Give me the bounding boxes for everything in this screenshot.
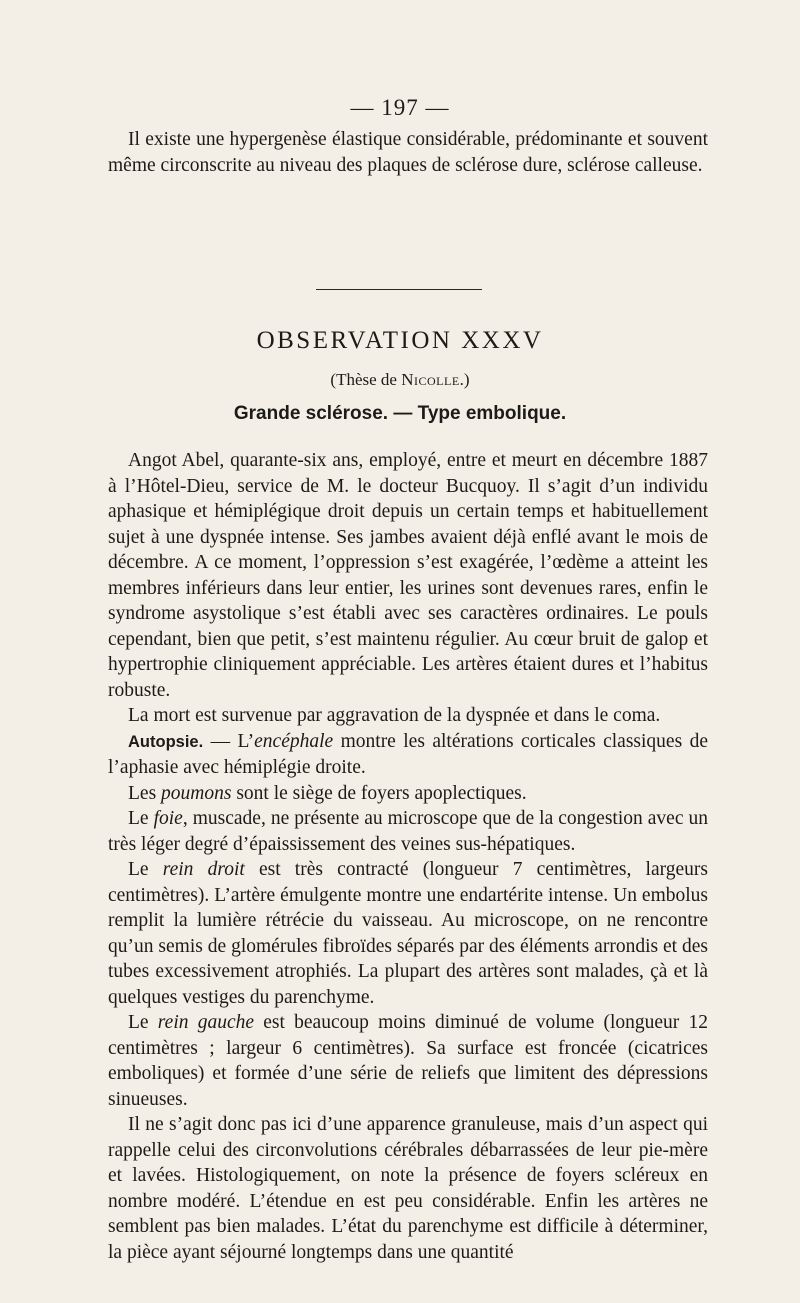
autopsy-label: Autopsie.: [128, 732, 204, 751]
rein-gauche-term: rein gauche: [157, 1012, 255, 1033]
section-divider: [316, 289, 482, 290]
observation-title: OBSERVATION XXXV: [256, 327, 544, 354]
autopsy-dash: —: [203, 730, 238, 752]
page-number: — 197 —: [350, 95, 450, 120]
rein-droit-text: est très contracté (longueur 7 centimètres, largeurs centimètres). L’artère émulgente montre une endartérite intense. Un embolus remplit la lumière rétrécie du vaisseau. Au microscope, on ne rencontre qu’un semis de glomérules fibroïdes séparés par des éléments arrondis et des tubes excessivement atrophiés. La plupart des artères sont malades, çà et là quelques vestiges du parenchyme.: [108, 859, 708, 1008]
rein-gauche-paragraph: [108, 1010, 708, 1112]
poumons-text: sont le siège de foyers apoplectiques.: [231, 782, 527, 804]
source-prefix: (Thèse de: [330, 370, 402, 389]
observation-subtitle: Grande sclérose. — Type embolique.: [233, 403, 567, 424]
encephale-article: L’: [237, 730, 255, 752]
foie-article: Le: [128, 808, 154, 829]
poumons-paragraph: [108, 781, 708, 807]
observation-body: [108, 448, 708, 1265]
rein-droit-paragraph: [108, 857, 708, 1010]
clinical-paragraph-1: Angot Abel, quarante-six ans, employé, entre et meurt en décembre 1887 à l’Hôtel-Dieu, service de M. le docteur Bucquoy. Il s’agit d’un individu aphasique et hémiplégique droit depuis un certain temps et habituellement sujet à une dyspnée intense. Ses jambes avaient déjà enflé avant le mois de décembre. A ce moment, l’oppression s’est exagérée, l’œdème a atteint les membres inférieurs dans leur entier, les urines sont devenues rares, enfin le syndrome asystolique s’est établi avec ses caractères ordinaires. Le pouls cependant, bien que petit, s’est maintenu régulier. Au cœur bruit de galop et hypertrophie cliniquement appréciable. Les artères étaient dures et l’habitus robuste.: [108, 450, 708, 701]
poumons-article: Les: [128, 782, 162, 804]
foie-text: , muscade, ne présente au microscope que de la congestion avec un très léger degré d’épaississement des veines sus-hépatiques.: [108, 808, 708, 855]
autopsy-paragraph: [108, 729, 708, 781]
rein-gauche-article: Le: [128, 1012, 158, 1033]
rein-droit-term: rein droit: [162, 859, 245, 880]
final-paragraph: Il ne s’agit donc pas ici d’une apparence granuleuse, mais d’un aspect qui rappelle celui des circonvolutions cérébrales débarrassées de leur pie-mère et lavées. Histologiquement, on note la présence de foyers scléreux en nombre modéré. L’étendue en est peu considérable. Enfin les artères ne semblent pas bien malades. L’état du parenchyme est difficile à déterminer, la pièce ayant séjourné longtemps dans une quantité: [108, 1114, 708, 1263]
encephale-term: encéphale: [254, 730, 334, 752]
source-author: Nicolle: [401, 370, 460, 389]
foie-term: foie: [153, 808, 183, 829]
encephale-text: montre les altérations corticales classiques de l’aphasie avec hémiplégie droite.: [108, 730, 708, 778]
source-suffix: .): [459, 370, 470, 389]
rein-droit-article: Le: [128, 859, 163, 880]
clinical-paragraph-2: La mort est survenue par aggravation de la dyspnée et dans le coma.: [128, 705, 661, 726]
observation-source: [0, 370, 800, 390]
intro-section: [108, 127, 708, 178]
foie-paragraph: [108, 806, 708, 857]
intro-paragraph: Il existe une hypergenèse élastique considérable, prédominante et souvent même circonscrite au niveau des plaques de sclérose dure, sclérose calleuse.: [108, 129, 708, 176]
poumons-term: poumons: [161, 782, 232, 804]
rein-gauche-text: est beaucoup moins diminué de volume (longueur 12 centimètres ; largeur 6 centimètres). Sa surface est froncée (cicatrices emboliques) et formée d’une série de reliefs que limitent des dépressions sinueuses.: [108, 1012, 708, 1110]
